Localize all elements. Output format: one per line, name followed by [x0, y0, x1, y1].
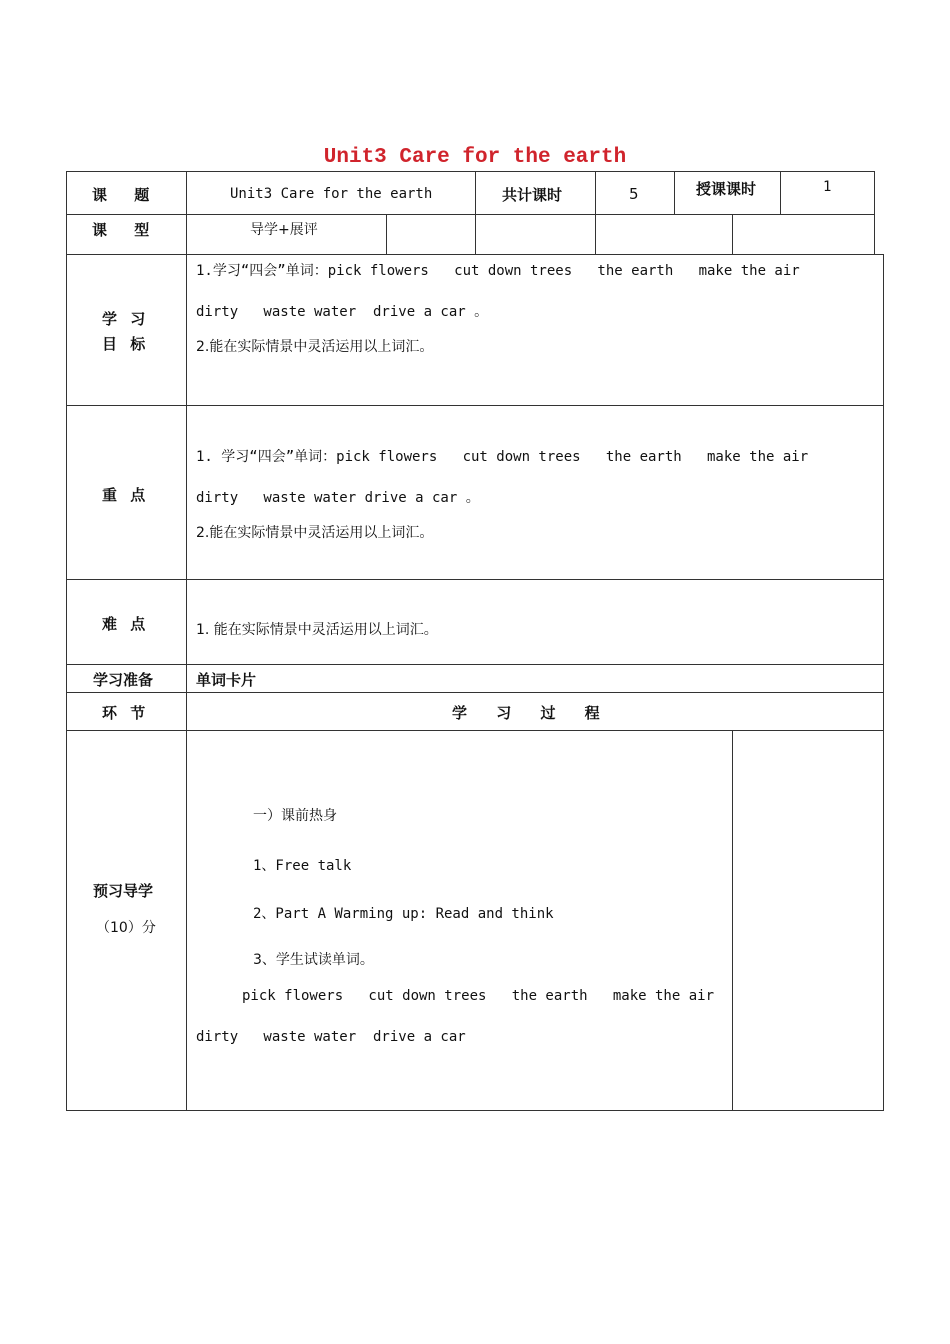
objectives-line1: 1.学习“四会”单词：pick flowers cut down trees the earth make the air: [196, 263, 800, 279]
objectives-label-line1: 学 习: [102, 310, 146, 328]
type-value: 导学+展评: [250, 222, 318, 238]
type-label: 课 型: [92, 221, 150, 239]
key-points-line3: 2.能在实际情景中灵活运用以上词汇。: [196, 525, 434, 541]
preview-item-1: 1、Free talk: [253, 858, 352, 874]
total-periods-value: 5: [629, 185, 639, 203]
preview-words-line1: pick flowers cut down trees the earth make the air: [242, 988, 715, 1004]
lesson-period-value: 1: [823, 179, 832, 195]
preview-label: 预习导学: [93, 882, 154, 900]
objectives-line2: dirty waste water drive a car 。: [196, 304, 489, 320]
objectives-line3: 2.能在实际情景中灵活运用以上词汇。: [196, 339, 434, 355]
preparation-value: 单词卡片: [196, 671, 257, 689]
page-title: Unit3 Care for the earth: [323, 146, 627, 169]
preparation-label: 学习准备: [93, 671, 154, 689]
key-points-line1: 1. 学习“四会”单词：pick flowers cut down trees the earth make the air: [196, 449, 809, 465]
stage-label: 环 节: [102, 704, 146, 722]
topic-value: Unit3 Care for the earth: [230, 186, 433, 202]
preview-time: （10）分: [96, 920, 156, 936]
topic-label: 课 题: [92, 186, 150, 204]
process-label: 学 习 过 程: [452, 704, 600, 722]
key-points-line2: dirty waste water drive a car 。: [196, 490, 480, 506]
objectives-label-line2: 目 标: [102, 335, 146, 353]
difficulty-label: 难 点: [102, 615, 146, 633]
preview-heading: 一）课前热身: [253, 808, 337, 824]
key-points-label: 重 点: [102, 486, 146, 504]
preview-item-2: 2、Part A Warming up: Read and think: [253, 906, 554, 922]
preview-item-3: 3、学生试读单词。: [253, 952, 374, 968]
total-periods-label: 共计课时: [502, 186, 563, 204]
preview-words-line2: dirty waste water drive a car: [196, 1029, 466, 1045]
lesson-period-label: 授课课时: [696, 180, 757, 198]
difficulty-line1: 1. 能在实际情景中灵活运用以上词汇。: [196, 622, 438, 638]
